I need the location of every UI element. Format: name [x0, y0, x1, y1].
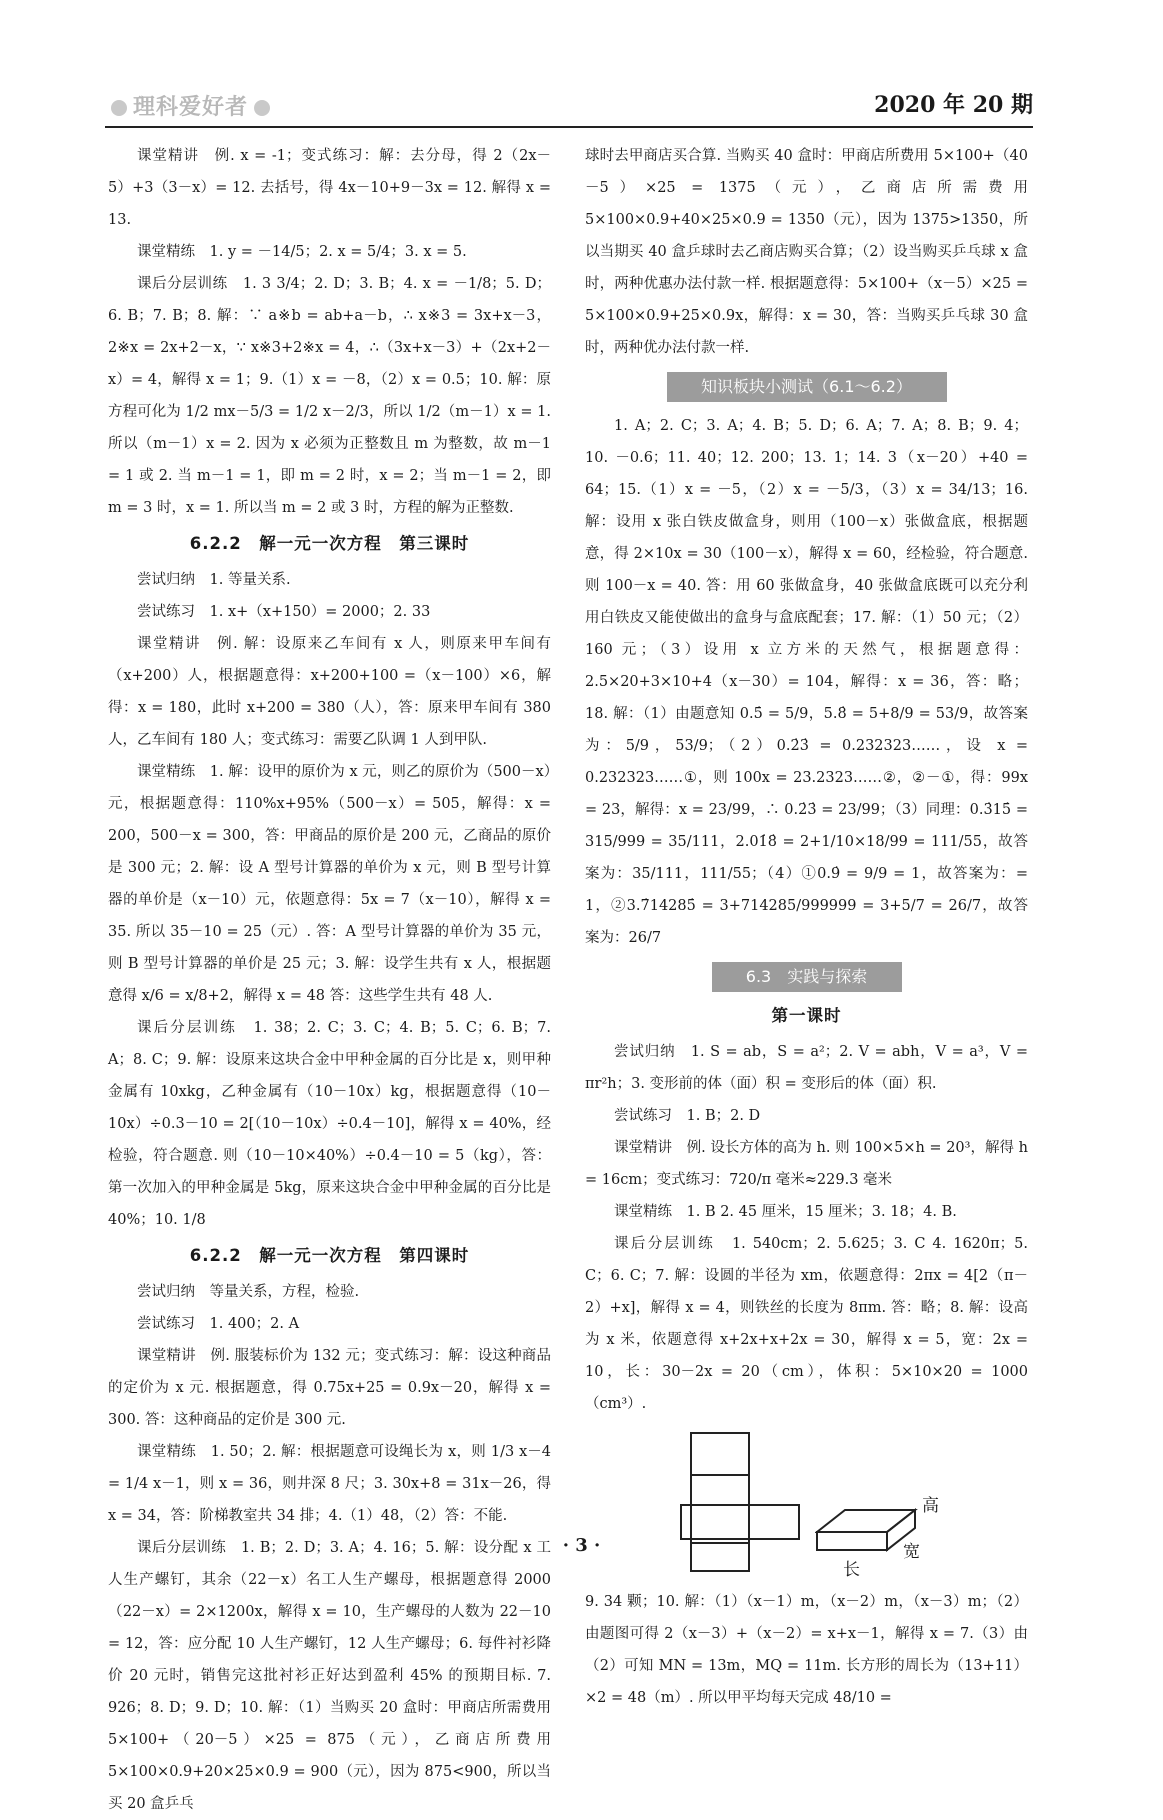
issue-label: 2020 年 20 期 — [874, 92, 1033, 118]
paragraph: 课堂精讲 例. 服装标价为 132 元；变式练习：解：设这种商品的定价为 x 元. 根据题意，得 0.75x+25 = 0.9x－20，解得 x = 300. 答：这种商品的定价是 300 元. — [108, 1348, 551, 1428]
paragraph: 课堂精讲 例. x = -1；变式练习：解：去分母，得 2（2x－5）+3（3－x）= 12. 去括号，得 4x－10+9－3x = 12. 解得 x = 13. — [108, 148, 551, 228]
label-long: 长 — [843, 1560, 860, 1580]
page-number: · 3 · — [562, 1535, 601, 1556]
lesson-heading: 第一课时 — [771, 1006, 842, 1025]
right-column — [585, 140, 1028, 1714]
paragraph: 课堂精讲 例. 解：设原来乙车间有 x 人，则原来甲车间有（x+200）人，根据题意得：x+200+100 =（x－100）×6，解得：x = 180，此时 x+200 = 380（人），答：原来甲车间有 380 人，乙车间有 180 人；变式练习：需要乙队调 1 人到甲队. — [108, 636, 551, 748]
paragraph: 尝试归纳 1. 等量关系. — [137, 572, 291, 588]
page-header — [105, 88, 1033, 128]
box-net-figure — [585, 1432, 1028, 1582]
left-column — [108, 140, 551, 1820]
paragraph: 尝试练习 1. B；2. D — [614, 1108, 761, 1124]
paragraph: 课堂精练 1. 解：设甲的原价为 x 元，则乙的原价为（500－x）元，根据题意得：110%x+95%（500－x）= 505，解得：x = 200，500－x = 300，答：甲商品的原价是 200 元，乙商品的原价是 300 元；2. 解：设 A 型号计算器的单价为 x 元，则 B 型号计算器的单价是（x－10）元，依题意得：5x = 7（x－10），解得 x = 35. 所以 35－10 = 25（元）. 答：A 型号计算器的单价为 35 元，则 B 型号计算器的单价是 25 元；3. 解：设学生共有 x 人，根据题意得 x/6 = x/8+2，解得 x = 48 答：这些学生共有 48 人. — [108, 764, 551, 1004]
section-banner: 6.3 实践与探索 — [712, 962, 902, 992]
logo-dot-icon — [254, 100, 270, 116]
logo-dot-icon — [111, 100, 127, 116]
section-heading: 6.2.2 解一元一次方程 第四课时 — [189, 1246, 470, 1265]
section-banner: 知识板块小测试（6.1～6.2） — [667, 372, 947, 402]
paragraph: 课后分层训练 1. 38；2. C；3. C；4. B；5. C；6. B；7. A；8. C；9. 解：设原来这块合金中甲种金属的百分比是 x，则甲种金属有 10xkg，乙种金属有（10－10x）kg，根据题意得（10－10x）÷0.3－10 = 2[（10－10x）÷0.4－10]，解得 x = 40%，经检验，符合题意. 则（10－10×40%）÷0.4－10 = 5（kg），答：第一次加入的甲种金属是 5kg，原来这块合金中甲种金属的百分比是 40%；10. 1/8 — [108, 1020, 551, 1228]
label-wide: 宽 — [903, 1542, 920, 1562]
paragraph: 9. 34 颗；10. 解：（1）（x－1）m，（x－2）m，（x－3）m；（2）由题图可得 2（x－3）+（x－2）= x+x－1，解得 x = 7.（3）由（2）可知 MN = 13m，MQ = 11m. 长方形的周长为（13+11）×2 = 48（m）. 所以甲平均每天完成 48/10 = — [585, 1594, 1028, 1706]
paragraph: 尝试练习 1. x+（x+150）= 2000；2. 33 — [137, 604, 431, 620]
section-heading: 6.2.2 解一元一次方程 第三课时 — [189, 534, 470, 553]
paragraph: 尝试归纳 等量关系，方程，检验. — [137, 1284, 360, 1300]
paragraph: 课堂精练 1. 50；2. 解：根据题意可设绳长为 x，则 1/3 x－4 = 1/4 x－1，则 x = 36，则井深 8 尺；3. 30x+8 = 31x－26，得 x = 34，答：阶梯教室共 34 排；4.（1）48，（2）答：不能. — [108, 1444, 551, 1524]
paragraph: 球时去甲商店买合算. 当购买 40 盒时：甲商店所费用 5×100+（40－5）×25 = 1375（元），乙商店所需费用 5×100×0.9+40×25×0.9 = 1350（元），因为 1375>1350，所以当期买 40 盒乒球时去乙商店购买合算；（2）设当购买乒乓球 x 盒时，两种优惠办法付款一样. 根据题意得：5×100+（x－5）×25 = 5×100×0.9+25×0.9x，解得：x = 30，答：当购买乒乓球 30 盒时，两种优办法付款一样. — [585, 148, 1028, 356]
magazine-logo — [105, 90, 276, 121]
paragraph: 尝试归纳 1. S = ab，S = a²；2. V = abh，V = a³，V = πr²h；3. 变形前的体（面）积 = 变形后的体（面）积. — [585, 1044, 1028, 1092]
paragraph: 课后分层训练 1. 3 3/4；2. D；3. B；4. x = －1/8；5. D；6. B；7. B；8. 解：∵ a※b = ab+a－b，∴ x※3 = 3x+x－3，2※x = 2x+2－x，∵ x※3+2※x = 4，∴（3x+x－3）+（2x+2－x）= 4，解得 x = 1；9.（1）x = －8，（2）x = 0.5；10. 解：原方程可化为 1/2 mx－5/3 = 1/2 x－2/3，所以 1/2（m－1）x = 1. 所以（m－1）x = 2. 因为 x 必须为正整数且 m 为整数，故 m－1 = 1 或 2. 当 m－1 = 1，即 m = 2 时，x = 2；当 m－1 = 2，即 m = 3 时，x = 1. 所以当 m = 2 或 3 时，方程的解为正整数. — [108, 276, 551, 516]
paragraph: 课后分层训练 1. 540cm；2. 5.625；3. C 4. 1620π；5. C；6. C；7. 解：设圆的半径为 xm，依题意得：2πx = 4[2（π－2）+x]，解得 x = 4，则铁丝的长度为 8πm. 答：略；8. 解：设高为 x 米，依题意得 x+2x+x+2x = 30，解得 x = 5，宽：2x = 10，长：30－2x = 20（cm），体积：5×10×20 = 1000（cm³）. — [585, 1236, 1028, 1412]
paragraph: 课堂精练 1. y = －14/5；2. x = 5/4；3. x = 5. — [137, 244, 467, 260]
paragraph: 课堂精讲 例. 设长方体的高为 h. 则 100×5×h = 20³，解得 h = 16cm；变式练习：720/π 毫米≈229.3 毫米 — [585, 1140, 1028, 1188]
paragraph: 课堂精练 1. B 2. 45 厘米，15 厘米；3. 18；4. B. — [614, 1204, 957, 1220]
paragraph: 课后分层训练 1. B；2. D；3. A；4. 16；5. 解：设分配 x 工人生产螺钉，其余（22－x）名工人生产螺母，根据题意得 2000（22－x）= 2×1200x，解得 x = 10，生产螺母的人数为 22－10 = 12，答：应分配 10 人生产螺钉，12 人生产螺母；6. 每件衬衫降价 20 元时，销售完这批衬衫正好达到盈利 45% 的预期目标. 7. 926；8. D；9. D；10. 解：（1）当购买 20 盒时：甲商店所需费用 5×100+（20－5）×25 = 875（元），乙商店所费用 5×100×0.9+20×25×0.9 = 900（元），因为 875<900，所以当买 20 盒乒乓 — [108, 1540, 551, 1812]
logo-text: 理科爱好者 — [133, 95, 249, 120]
label-high: 高 — [922, 1496, 939, 1516]
paragraph: 1. A；2. C；3. A；4. B；5. D；6. A；7. A；8. B；9. 4；10. －0.6；11. 40；12. 200；13. 1；14. 3（x－20）+40 = 64；15.（1）x = －5，（2）x = －5/3，（3）x = 34/13；16. 解：设用 x 张白铁皮做盒身，则用（100－x）张做盒底，根据题意，得 2×10x = 30（100－x），解得 x = 60，经检验，符合题意. 则 100－x = 40. 答：用 60 张做盒身，40 张做盒底既可以充分利用白铁皮又能使做出的盒身与盒底配套；17. 解：（1）50 元；（2）160 元；（3）设用 x 立方米的天然气，根据题意得：2.5×20+3×10+4（x－30）= 104，解得：x = 36，答：略；18. 解：（1）由题意知 0.5̇ = 5/9，5.8̇ = 5+8/9 = 53/9，故答案为：5/9，53/9；（2）0.2̇3̇ = 0.232323……，设 x = 0.232323……①，则 100x = 23.2323……②，②－①，得：99x = 23，解得：x = 23/99，∴ 0.2̇3̇ = 23/99；（3）同理：0.3̇15̇ = 315/999 = 35/111，2.01̇8̇ = 2+1/10×18/99 = 111/55，故答案为：35/111，111/55；（4）①0.9̇ = 9/9 = 1，故答案为：= 1，②3.7̇14285̇ = 3+714285/999999 = 3+5/7 = 26/7，故答案为：26/7 — [585, 418, 1028, 946]
net-fold-line — [692, 1474, 748, 1476]
paragraph: 尝试练习 1. 400；2. A — [137, 1316, 300, 1332]
